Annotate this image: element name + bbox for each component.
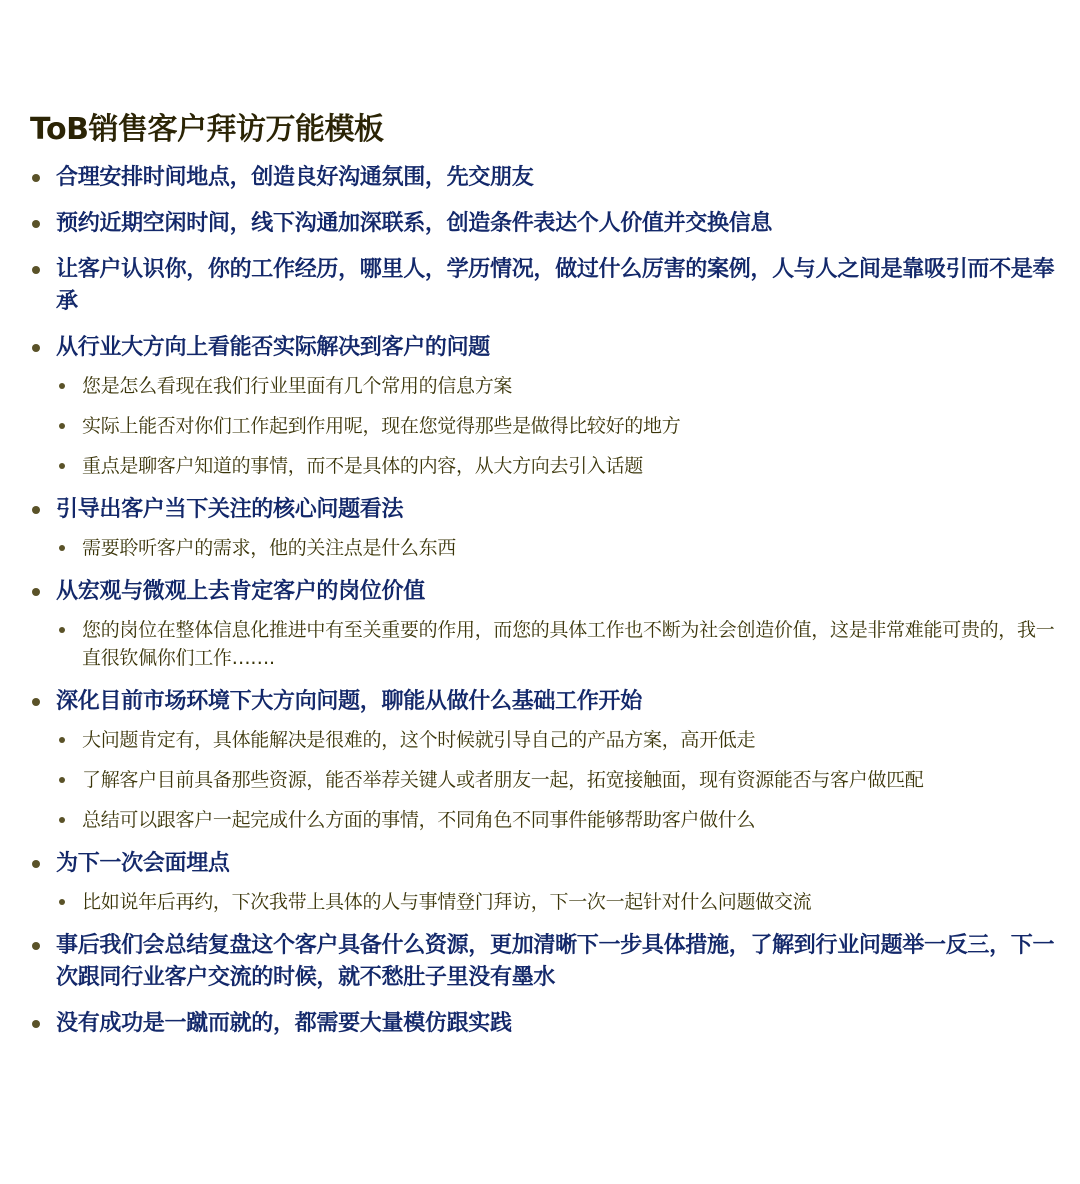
- bullet-dot-icon: [32, 1020, 40, 1028]
- bullet-dot-icon: [32, 220, 40, 228]
- bullet-dot-icon: [59, 737, 65, 743]
- list-item-text: 让客户认识你，你的工作经历，哪里人，学历情况，做过什么厉害的案例，人与人之间是靠吸引而不是奉承: [56, 257, 1055, 314]
- list-item: [30, 930, 1055, 994]
- list-item: [30, 686, 1055, 834]
- sub-list-item: [56, 534, 1055, 562]
- sub-list: [56, 726, 1055, 834]
- sub-list: [56, 888, 1055, 916]
- list-item: [30, 162, 1055, 194]
- bullet-dot-icon: [59, 817, 65, 823]
- document-title: ToB销售客户拜访万能模板: [30, 112, 384, 147]
- sub-list: [56, 372, 1055, 480]
- sub-list-item-text: 您是怎么看现在我们行业里面有几个常用的信息方案: [82, 375, 513, 397]
- list-item-text: 为下一次会面埋点: [56, 851, 230, 876]
- sub-list-item: [56, 766, 1055, 794]
- bullet-dot-icon: [59, 777, 65, 783]
- sub-list-item-text: 比如说年后再约，下次我带上具体的人与事情登门拜访，下一次一起针对什么问题做交流: [82, 891, 812, 913]
- sub-list-item-text: 您的岗位在整体信息化推进中有至关重要的作用，而您的具体工作也不断为社会创造价值，这是非常难能可贵的，我一直很钦佩你们工作…….: [82, 619, 1055, 669]
- bullet-dot-icon: [32, 942, 40, 950]
- bullet-dot-icon: [32, 698, 40, 706]
- list-item: [30, 576, 1055, 672]
- list-item-text: 没有成功是一蹴而就的，都需要大量模仿跟实践: [56, 1011, 512, 1036]
- list-item: [30, 848, 1055, 916]
- sub-list-item-text: 实际上能否对你们工作起到作用呢，现在您觉得那些是做得比较好的地方: [82, 415, 681, 437]
- list-item: [30, 494, 1055, 562]
- sub-list-item: [56, 806, 1055, 834]
- bullet-dot-icon: [32, 860, 40, 868]
- list-item-text: 从行业大方向上看能否实际解决到客户的问题: [56, 335, 491, 360]
- bullet-dot-icon: [32, 506, 40, 514]
- bullet-list: [30, 162, 1055, 1040]
- bullet-dot-icon: [59, 423, 65, 429]
- sub-list-item: [56, 452, 1055, 480]
- sub-list-item: [56, 726, 1055, 754]
- sub-list: [56, 616, 1055, 672]
- bullet-dot-icon: [59, 627, 65, 633]
- bullet-dot-icon: [59, 463, 65, 469]
- bullet-dot-icon: [59, 545, 65, 551]
- bullet-dot-icon: [32, 174, 40, 182]
- list-item-text: 合理安排时间地点，创造良好沟通氛围，先交朋友: [56, 165, 534, 190]
- sub-list-item: [56, 412, 1055, 440]
- sub-list: [56, 534, 1055, 562]
- sub-list-item: [56, 372, 1055, 400]
- document: [30, 108, 1055, 1054]
- list-item-text: 深化目前市场环境下大方向问题，聊能从做什么基础工作开始: [56, 689, 642, 714]
- list-item: [30, 332, 1055, 480]
- sub-list-item: [56, 888, 1055, 916]
- list-item-text: 事后我们会总结复盘这个客户具备什么资源，更加清晰下一步具体措施，了解到行业问题举一反三，下一次跟同行业客户交流的时候，就不愁肚子里没有墨水: [56, 933, 1055, 990]
- sub-list-item: [56, 616, 1055, 672]
- list-item: [30, 208, 1055, 240]
- list-item: [30, 254, 1055, 318]
- bullet-dot-icon: [59, 383, 65, 389]
- sub-list-item-text: 总结可以跟客户一起完成什么方面的事情，不同角色不同事件能够帮助客户做什么: [82, 809, 756, 831]
- list-item-text: 预约近期空闲时间，线下沟通加深联系，创造条件表达个人价值并交换信息: [56, 211, 773, 236]
- bullet-dot-icon: [32, 344, 40, 352]
- list-item-text: 从宏观与微观上去肯定客户的岗位价值: [56, 579, 425, 604]
- sub-list-item-text: 了解客户目前具备那些资源，能否举荐关键人或者朋友一起，拓宽接触面，现有资源能否与客户做匹配: [82, 769, 924, 791]
- sub-list-item-text: 重点是聊客户知道的事情，而不是具体的内容，从大方向去引入话题: [82, 455, 644, 477]
- sub-list-item-text: 需要聆听客户的需求，他的关注点是什么东西: [82, 537, 457, 559]
- bullet-dot-icon: [32, 266, 40, 274]
- list-item: [30, 1008, 1055, 1040]
- bullet-dot-icon: [32, 588, 40, 596]
- sub-list-item-text: 大问题肯定有，具体能解决是很难的，这个时候就引导自己的产品方案，高开低走: [82, 729, 756, 751]
- list-item-text: 引导出客户当下关注的核心问题看法: [56, 497, 404, 522]
- bullet-dot-icon: [59, 899, 65, 905]
